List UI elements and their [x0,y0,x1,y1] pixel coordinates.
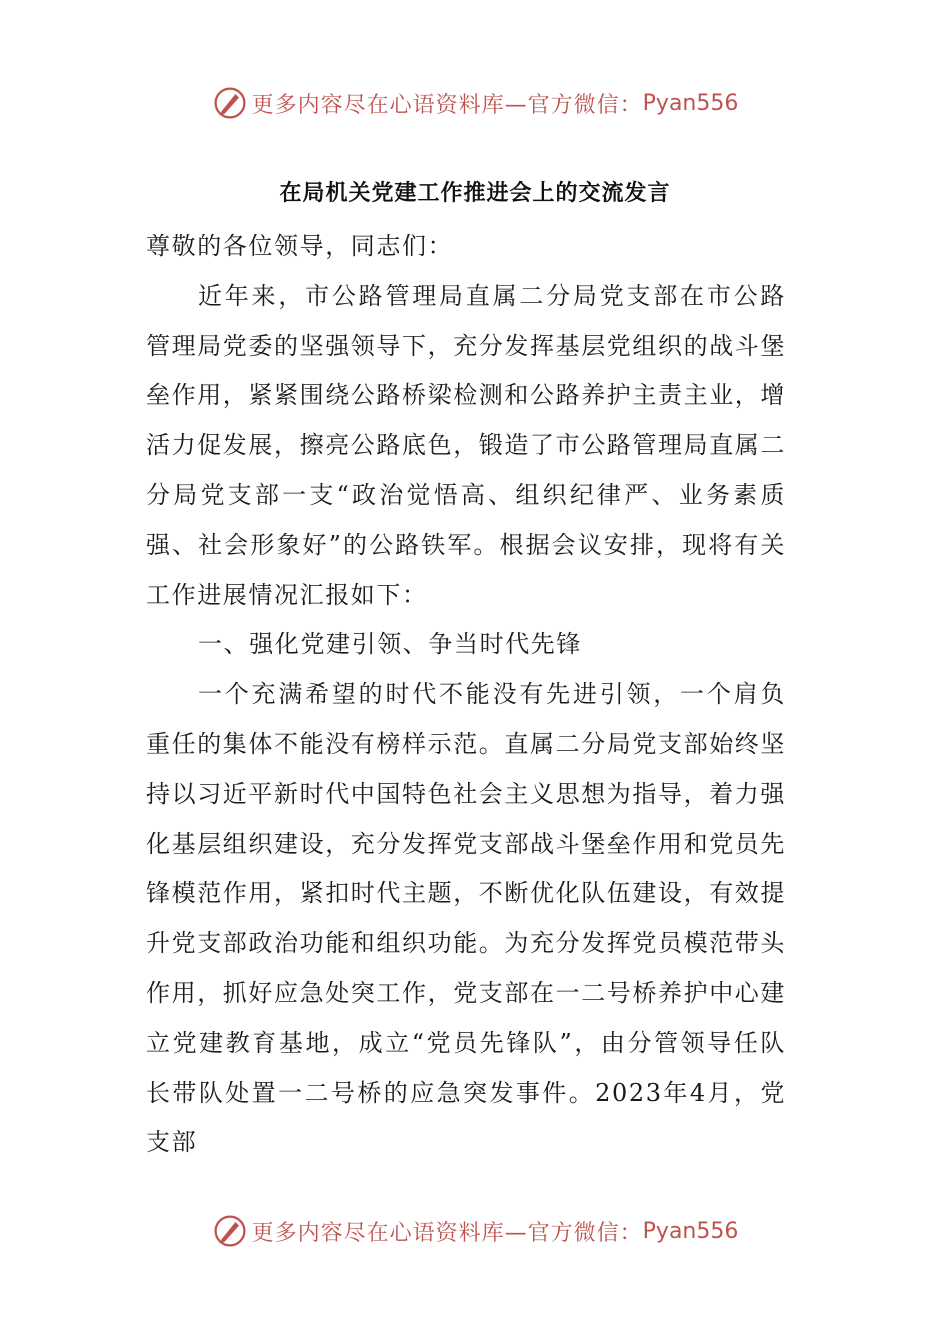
watermark-wechat-id: Pyan556 [642,1218,739,1244]
watermark-wechat-id: Pyan556 [642,90,739,116]
paragraph: 一个充满希望的时代不能没有先进引领，一个肩负重任的集体不能没有榜样示范。直属二分局党支部始终坚持以习近平新时代中国特色社会主义思想为指导，着力强化基层组织建设，充分发挥党支部战斗堡垒作用和党员先锋模范作用，紧扣时代主题，不断优化队伍建设，有效提升党支部政治功能和组织功能。为充分发挥党员模范带头作用，抓好应急处突工作，党支部在一二号桥养护中心建立党建教育基地，成立“党员先锋队”，由分管领导任队长带队处置一二号桥的应急突发事件。2023年4月，党支部 [146,680,786,1157]
salutation: 尊敬的各位领导，同志们： [146,232,454,260]
paragraph: 近年来，市公路管理局直属二分局党支部在市公路管理局党委的坚强领导下，充分发挥基层党组织的战斗堡垒作用，紧紧围绕公路桥梁检测和公路养护主责主业，增活力促发展，擦亮公路底色，锻造了市公路管理局直属二分局党支部一支“政治觉悟高、组织纪律严、业务素质强、社会形象好”的公路铁军。根据会议安排，现将有关工作进展情况汇报如下： [146,281,786,609]
pen-nib-logo-icon [212,85,248,121]
document-body [146,222,786,1168]
watermark-header [0,80,950,126]
pen-nib-logo-icon [212,1213,248,1249]
watermark-footer [0,1208,950,1254]
watermark-text: 更多内容尽在心语资料库—官方微信： [251,1220,643,1246]
document-title: 在局机关党建工作推进会上的交流发言 [279,181,671,206]
watermark-text: 更多内容尽在心语资料库—官方微信： [251,92,643,118]
section-heading: 一、强化党建引领、争当时代先锋 [198,630,582,659]
